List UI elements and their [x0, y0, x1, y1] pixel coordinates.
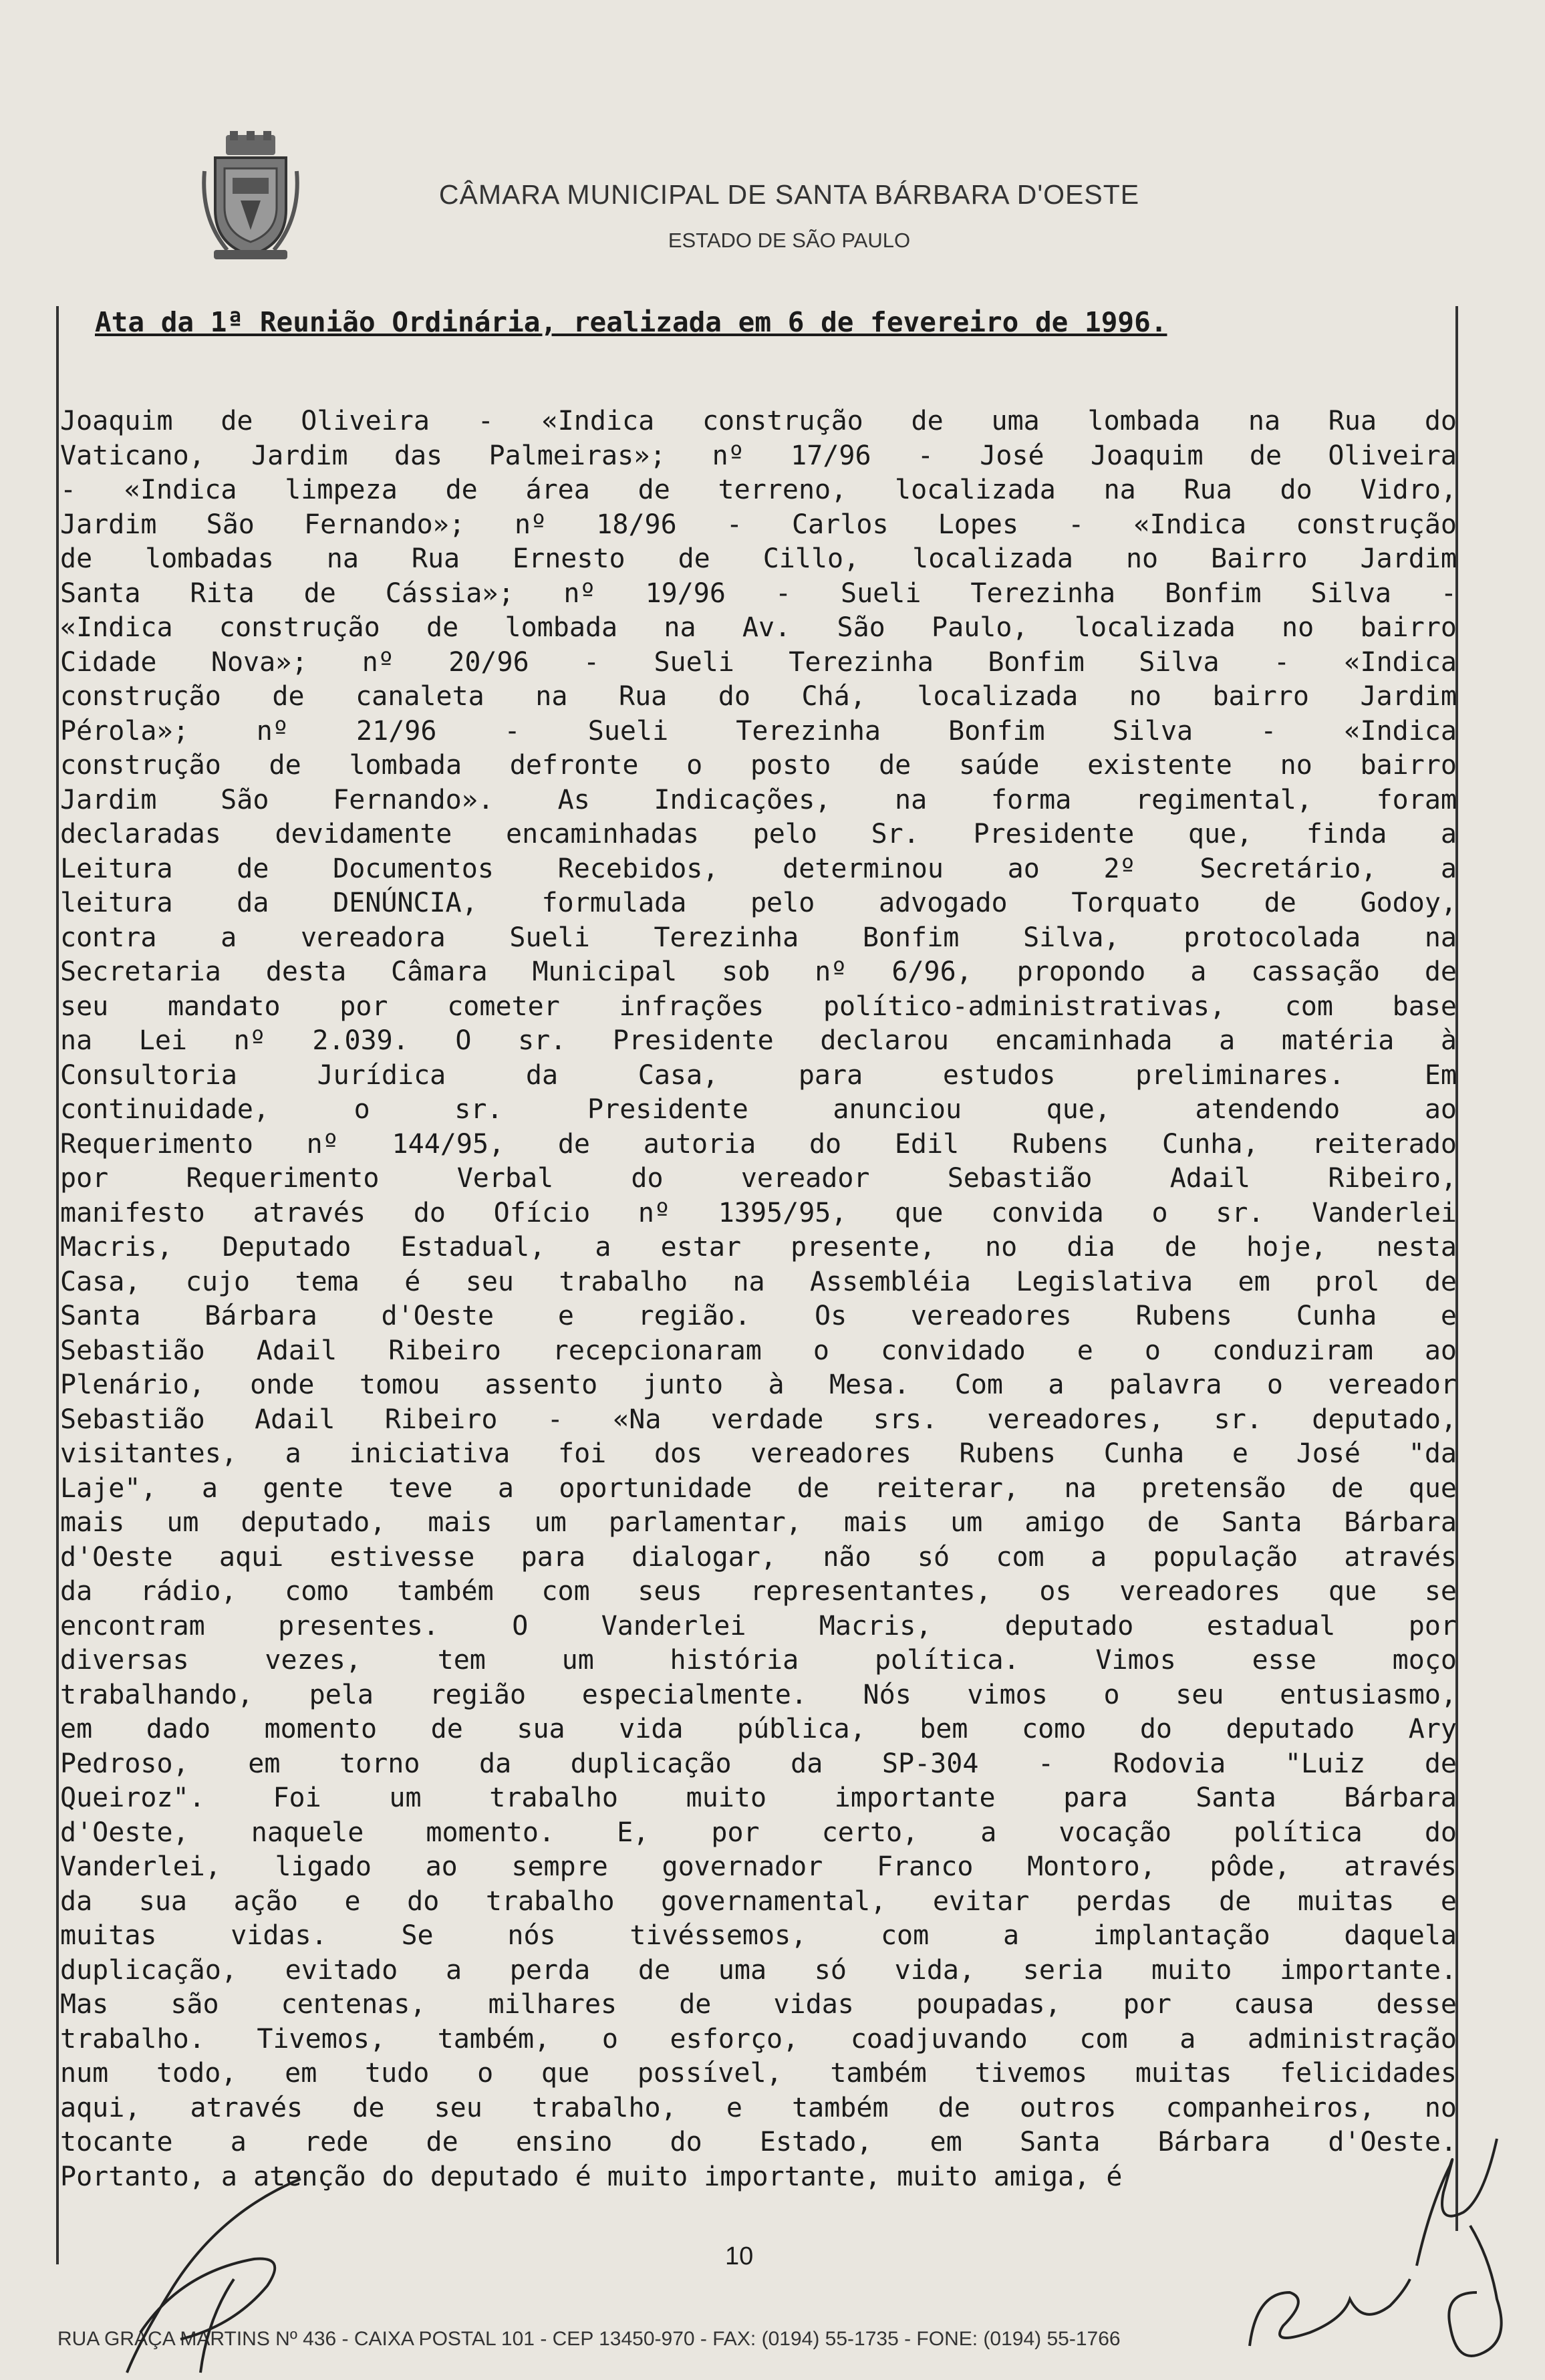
- text-line: manifesto através do Ofício nº 1395/95, que convida o sr. Vanderlei: [60, 1197, 1457, 1228]
- text-line: na Lei nº 2.039. O sr. Presidente declarou encaminhada a matéria à: [60, 1025, 1457, 1056]
- text-line: Cidade Nova»; nº 20/96 - Sueli Terezinha Bonfim Silva - «Indica: [60, 646, 1457, 678]
- text-line: Consultoria Jurídica da Casa, para estudos preliminares. Em: [60, 1059, 1457, 1091]
- text-line: Sebastião Adail Ribeiro recepcionaram o convidado e o conduziram ao: [60, 1335, 1457, 1366]
- text-line: Jardim São Fernando»; nº 18/96 - Carlos Lopes - «Indica construção: [60, 509, 1457, 540]
- text-line: Mas são centenas, milhares de vidas poupadas, por causa desse: [60, 1989, 1457, 2020]
- left-margin-rule: [56, 306, 59, 2264]
- text-line: por Requerimento Verbal do vereador Sebastião Adail Ribeiro,: [60, 1163, 1457, 1194]
- text-line: d'Oeste, naquele momento. E, por certo, a vocação política do: [60, 1817, 1457, 1848]
- text-line: encontram presentes. O Vanderlei Macris, deputado estadual por: [60, 1610, 1457, 1641]
- text-line: - «Indica limpeza de área de terreno, localizada na Rua do Vidro,: [60, 475, 1457, 505]
- text-line: Vanderlei, ligado ao sempre governador Franco Montoro, pôde, através: [60, 1851, 1457, 1882]
- text-line: da sua ação e do trabalho governamental, evitar perdas de muitas e: [60, 1885, 1457, 1917]
- text-line: visitantes, a iniciativa foi dos vereadores Rubens Cunha e José "da: [60, 1438, 1457, 1469]
- minutes-body: [60, 404, 1457, 2194]
- text-line: construção de canaleta na Rua do Chá, localizada no bairro Jardim: [60, 681, 1457, 712]
- text-line: Casa, cujo tema é seu trabalho na Assembléia Legislativa em prol de: [60, 1266, 1457, 1297]
- text-line: Joaquim de Oliveira - «Indica construção de uma lombada na Rua do: [60, 406, 1457, 436]
- text-line: tocante a rede de ensino do Estado, em Santa Bárbara d'Oeste.: [60, 2127, 1457, 2157]
- text-line: Leitura de Documentos Recebidos, determinou ao 2º Secretário, a: [60, 853, 1457, 884]
- text-line: Portanto, a atenção do deputado é muito importante, muito amiga, é: [60, 2161, 1123, 2192]
- text-line: duplicação, evitado a perda de uma só vida, seria muito importante.: [60, 1954, 1457, 1986]
- text-line: mais um deputado, mais um parlamentar, mais um amigo de Santa Bárbara: [60, 1507, 1457, 1538]
- text-line: declaradas devidamente encaminhadas pelo Sr. Presidente que, finda a: [60, 819, 1457, 849]
- text-line: Pedroso, em torno da duplicação da SP-304 - Rodovia "Luiz de: [60, 1748, 1457, 1779]
- footer-address: RUA GRAÇA MARTINS Nº 436 - CAIXA POSTAL 101 - CEP 13450-970 - FAX: (0194) 55-1735 - FONE: (0194) 55-1766: [57, 2328, 1121, 2350]
- text-line: continuidade, o sr. Presidente anunciou que, atendendo ao: [60, 1094, 1457, 1125]
- text-line: leitura da DENÚNCIA, formulada pelo advogado Torquato de Godoy,: [60, 888, 1457, 918]
- text-line: «Indica construção de lombada na Av. São Paulo, localizada no bairro: [60, 612, 1457, 643]
- text-line: seu mandato por cometer infrações político-administrativas, com base: [60, 990, 1457, 1022]
- page-number: 10: [725, 2242, 754, 2270]
- text-line: Pérola»; nº 21/96 - Sueli Terezinha Bonfim Silva - «Indica: [60, 715, 1457, 747]
- state-name: ESTADO DE SÃO PAULO: [668, 229, 911, 252]
- text-line: Queiroz". Foi um trabalho muito importante para Santa Bárbara: [60, 1782, 1457, 1813]
- text-line: muitas vidas. Se nós tivéssemos, com a implantação daquela: [60, 1920, 1457, 1951]
- text-line: Jardim São Fernando». As Indicações, na forma regimental, foram: [60, 784, 1457, 815]
- text-line: Vaticano, Jardim das Palmeiras»; nº 17/96 - José Joaquim de Oliveira: [60, 440, 1457, 471]
- text-line: Laje", a gente teve a oportunidade de reiterar, na pretensão de que: [60, 1472, 1457, 1504]
- text-line: num todo, em tudo o que possível, também tivemos muitas felicidades: [60, 2058, 1457, 2089]
- text-line: trabalho. Tivemos, também, o esforço, coadjuvando com a administração: [60, 2023, 1457, 2055]
- minutes-heading: Ata da 1ª Reunião Ordinária, realizada em 6 de fevereiro de 1996.: [95, 306, 1167, 338]
- text-line: Macris, Deputado Estadual, a estar presente, no dia de hoje, nesta: [60, 1232, 1457, 1263]
- text-line: diversas vezes, tem um história política. Vimos esse moço: [60, 1645, 1457, 1676]
- text-line: Santa Rita de Cássia»; nº 19/96 - Sueli Terezinha Bonfim Silva -: [60, 577, 1457, 609]
- text-line: trabalhando, pela região especialmente. Nós vimos o seu entusiasmo,: [60, 1679, 1457, 1710]
- text-line: d'Oeste aqui estivesse para dialogar, não só com a população através: [60, 1541, 1457, 1573]
- text-line: da rádio, como também com seus representantes, os vereadores que se: [60, 1576, 1457, 1607]
- text-line: de lombadas na Rua Ernesto de Cillo, localizada no Bairro Jardim: [60, 543, 1457, 574]
- text-line: Plenário, onde tomou assento junto à Mesa. Com a palavra o vereador: [60, 1369, 1457, 1400]
- text-line: Requerimento nº 144/95, de autoria do Edil Rubens Cunha, reiterado: [60, 1128, 1457, 1160]
- text-line: construção de lombada defronte o posto de saúde existente no bairro: [60, 750, 1457, 781]
- institution-name: CÂMARA MUNICIPAL DE SANTA BÁRBARA D'OESTE: [438, 179, 1140, 210]
- text-line: Secretaria desta Câmara Municipal sob nº 6/96, propondo a cassação de: [60, 956, 1457, 987]
- text-line: contra a vereadora Sueli Terezinha Bonfim Silva, protocolada na: [60, 922, 1457, 953]
- text-line: Sebastião Adail Ribeiro - «Na verdade srs. vereadores, sr. deputado,: [60, 1404, 1457, 1435]
- text-line: Santa Bárbara d'Oeste e região. Os vereadores Rubens Cunha e: [60, 1301, 1457, 1331]
- text-line: aqui, através de seu trabalho, e também de outros companheiros, no: [60, 2092, 1457, 2123]
- text-line: em dado momento de sua vida pública, bem como do deputado Ary: [60, 1714, 1457, 1744]
